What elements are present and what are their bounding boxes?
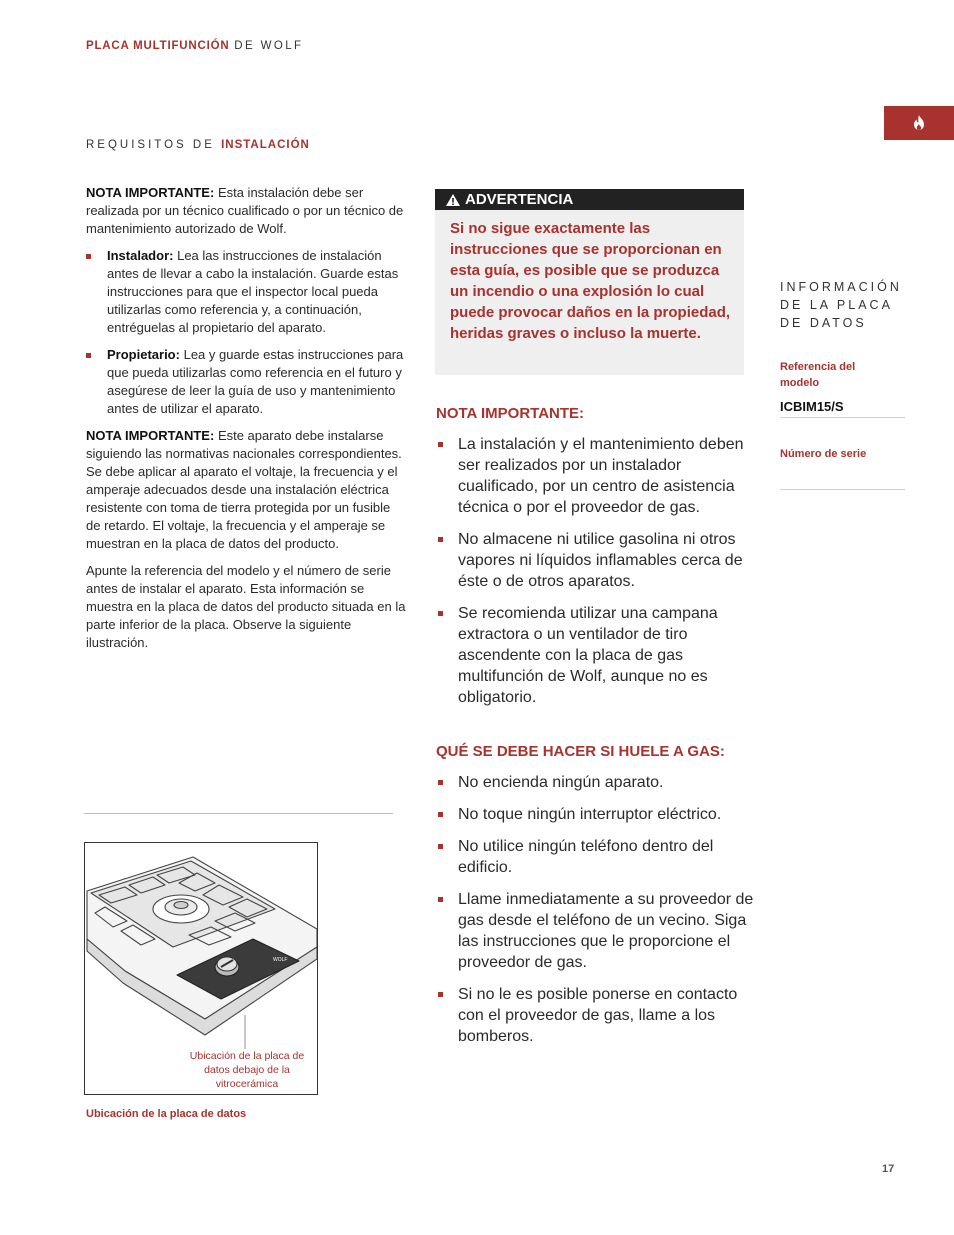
section-tab (884, 106, 954, 140)
note-2-text: Este aparato debe instalarse siguiendo las normativas nacionales correspondientes. Se debe aplicar al aparato el voltaje, la frecuencia y el amperaje adecuados desde una instalación eléctrica resistente con toma de tierra protegida por un fusible de retardo. El voltaje, la frecuencia y el amperaje se muestran en la placa de datos del producto. (86, 428, 402, 551)
divider (84, 813, 393, 814)
list-item: No utilice ningún teléfono dentro del edificio. (436, 836, 756, 878)
note-list (436, 434, 756, 719)
gas-heading: QUÉ SE DEBE HACER SI HUELE A GAS: (436, 743, 725, 760)
serial-label: Número de serie (780, 448, 867, 460)
rating-plate-title: INFORMACIÓN DE LA PLACA DE DATOS (780, 280, 902, 330)
running-header (86, 40, 303, 52)
bullet-label-owner: Propietario: (107, 347, 180, 362)
section-title (86, 139, 310, 151)
note-2-label: NOTA IMPORTANTE: (86, 428, 215, 443)
list-item: Si no le es posible ponerse en contacto con el proveedor de gas, llame a los bomberos. (436, 984, 756, 1047)
list-item (86, 346, 406, 418)
gas-list (436, 772, 756, 1058)
note-1-label: NOTA IMPORTANTE: (86, 185, 215, 200)
page-number: 17 (882, 1163, 895, 1175)
left-column (86, 184, 406, 661)
list-item (86, 247, 406, 337)
model-value: ICBIM15/S (780, 399, 844, 414)
section-title-light: REQUISITOS DE (86, 139, 215, 151)
cooktop-logo: WOLF (273, 957, 288, 963)
note-1 (86, 184, 406, 238)
flame-icon (912, 114, 926, 131)
note-2 (86, 427, 406, 553)
bullet-label-installer: Instalador: (107, 248, 174, 263)
warning-box (435, 189, 744, 375)
warning-header (435, 189, 744, 210)
list-item: La instalación y el mantenimiento deben ser realizados por un instalador cualificado, por un centro de asistencia técnica o por el proveedor de gas. (436, 434, 756, 518)
paragraph-record-info: Apunte la referencia del modelo y el número de serie antes de instalar el aparato. Esta información se muestra en la placa de datos del producto situada en la parte inferior de la placa. Observe la siguiente ilustración. (86, 563, 406, 650)
list-item: No toque ningún interruptor eléctrico. (436, 804, 756, 825)
model-underline (780, 417, 905, 418)
list-item: Se recomienda utilizar una campana extractora o un ventilador de tiro ascendente con la placa de gas multifunción de Wolf, aunque no es obligatorio. (436, 603, 756, 708)
note-heading: NOTA IMPORTANTE: (436, 405, 585, 422)
list-item: No almacene ni utilice gasolina ni otros vapores ni líquidos inflamables cerca de éste o de otros aparatos. (436, 529, 756, 592)
header-product-rest: DE WOLF (234, 40, 304, 52)
bullet-text-owner: Lea y guarde estas instrucciones para que pueda utilizarlas como referencia en el futuro y asegúrese de leer la guía de uso y mantenimiento antes de utilizar el aparato. (107, 347, 404, 416)
warning-triangle-icon (445, 193, 461, 207)
warning-text: Si no sigue exactamente las instrucciones que se proporcionan en esta guía, es posible que se produzca un incendio o una explosión lo cual puede provocar daños en la propiedad, heridas graves o incluso la muerte. (450, 220, 731, 342)
warning-title: ADVERTENCIA (465, 191, 574, 208)
figure-inner-label: Ubicación de la placa de datos debajo de la vitrocerámica (189, 1050, 305, 1090)
section-title-bold: INSTALACIÓN (221, 139, 310, 151)
header-product-bold: PLACA MULTIFUNCIÓN (86, 40, 230, 52)
figure-caption: Ubicación de la placa de datos (86, 1108, 247, 1120)
note-1-text: Esta instalación debe ser realizada por un técnico cualificado o por un técnico de mantenimiento autorizado de Wolf. (86, 185, 404, 236)
rating-plate-figure (84, 842, 318, 1095)
model-label: Referencia del modelo (780, 361, 856, 389)
serial-underline (780, 489, 905, 490)
bullet-text-installer: Lea las instrucciones de instalación antes de llevar a cabo la instalación. Guarde estas instrucciones para que el inspector local pueda utilizarlas como referencia y, a continuación, entréguelas al propietario del aparato. (107, 248, 399, 335)
list-item: Llame inmediatamente a su proveedor de gas desde el teléfono de un vecino. Siga las instrucciones que le proporcione el proveedor de gas. (436, 889, 756, 973)
cooktop-illustration (85, 843, 317, 1053)
list-item: No encienda ningún aparato. (436, 772, 756, 793)
